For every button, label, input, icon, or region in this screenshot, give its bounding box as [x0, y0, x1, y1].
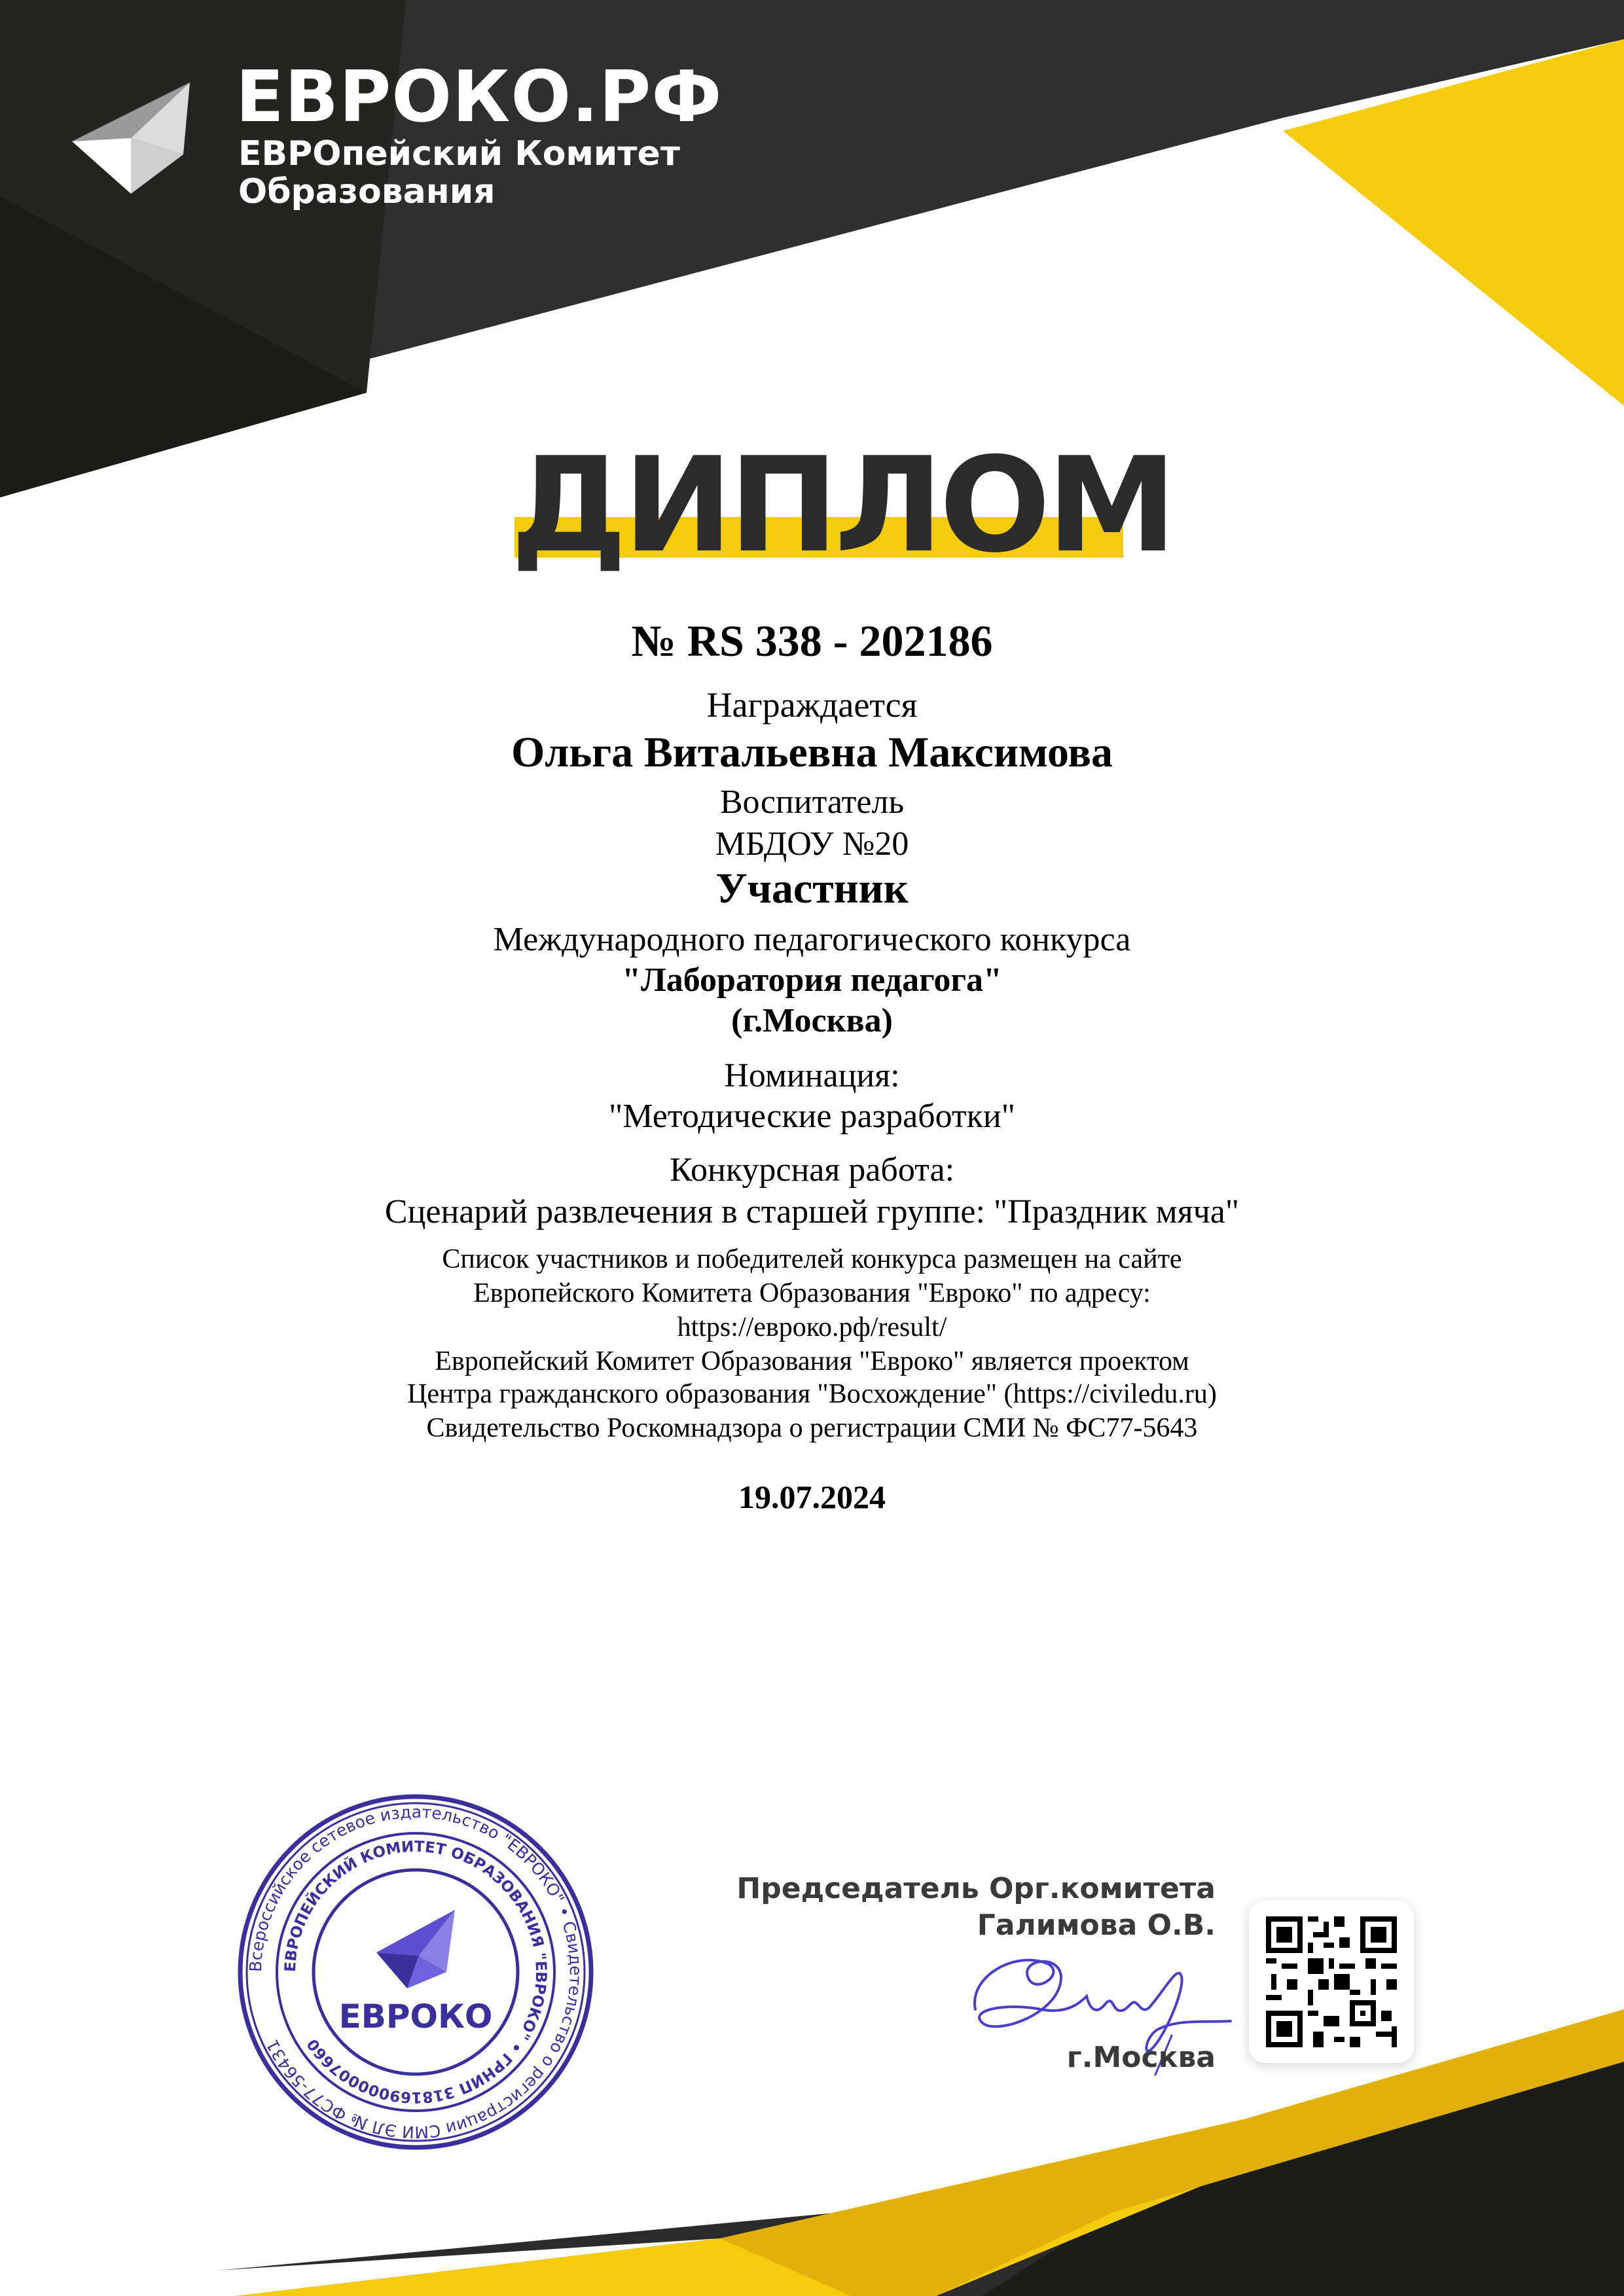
recipient-organization: МБДОУ №20 [715, 825, 909, 863]
signatory-city: г.Москва [1066, 2041, 1216, 2074]
logo-subtitle [238, 135, 680, 211]
heading-text: ДИПЛОМ [511, 429, 1174, 582]
nomination-label: Номинация: [724, 1057, 900, 1094]
work-label: Конкурсная работа: [669, 1151, 955, 1189]
work-value: Сценарий развлечения в старшей группе: "Праздник мяча" [384, 1193, 1240, 1230]
qr-code-icon [1266, 1916, 1397, 2047]
info-line: https://евроко.рф/result/ [677, 1312, 947, 1342]
info-line: Европейского Комитета Образования "Евроко" по адресу: [473, 1278, 1151, 1308]
contest-type: Международного педагогического конкурса [493, 921, 1131, 958]
info-line: Список участников и победителей конкурса размещен на сайте [442, 1244, 1182, 1274]
diploma-number: № RS 338 - 202186 [631, 616, 993, 666]
diploma-heading [511, 429, 1174, 582]
logo-subtitle-line-1: ЕВРОпейский Комитет [238, 134, 680, 173]
stamp-inner-text: ЕВРОПЕЙСКИЙ КОМИТЕТ ОБРАЗОВАНИЯ "ЕВРОКО" • ГРНИП 318169000007660 [281, 1838, 550, 2106]
stamp-outer-text: Всероссийское сетевое издательство "ЕВРОКО" • Свидетельство о регистрации СМИ ЭЛ № ФС77-56431 [245, 1802, 586, 2142]
diploma-date: 19.07.2024 [738, 1479, 886, 1515]
contest-city: (г.Москва) [731, 1002, 893, 1039]
qr-code-card [1249, 1901, 1414, 2063]
brand-logo [65, 56, 723, 213]
nomination-value: "Методические разработки" [609, 1098, 1015, 1135]
info-line: Свидетельство Роскомнадзора о регистрации СМИ № ФС77-5643 [426, 1413, 1198, 1443]
signatory-title: Председатель Орг.комитета [736, 1872, 1216, 1905]
signatory-name: Галимова О.В. [977, 1909, 1216, 1942]
logo-triangle-icon [65, 69, 196, 200]
info-line: Европейский Комитет Образования "Евроко" является проектом [435, 1346, 1189, 1376]
logo-subtitle-line-2: Образования [238, 172, 496, 211]
recipient-name: Ольга Витальевна Максимова [511, 728, 1113, 776]
contest-name: "Лаборатория педагога" [622, 961, 1002, 999]
stamp-center-text: ЕВРОКО [338, 1998, 493, 2036]
awarded-label: Награждается [706, 685, 918, 725]
logo-title: ЕВРОКО.РФ [236, 56, 723, 138]
info-line: Центра гражданского образования "Восхождение" (https://civiledu.ru) [407, 1379, 1217, 1409]
official-stamp [236, 1792, 596, 2152]
stamp-logo-icon [376, 1910, 455, 1988]
recipient-position: Воспитатель [719, 783, 905, 821]
award-status: Участник [715, 865, 909, 912]
